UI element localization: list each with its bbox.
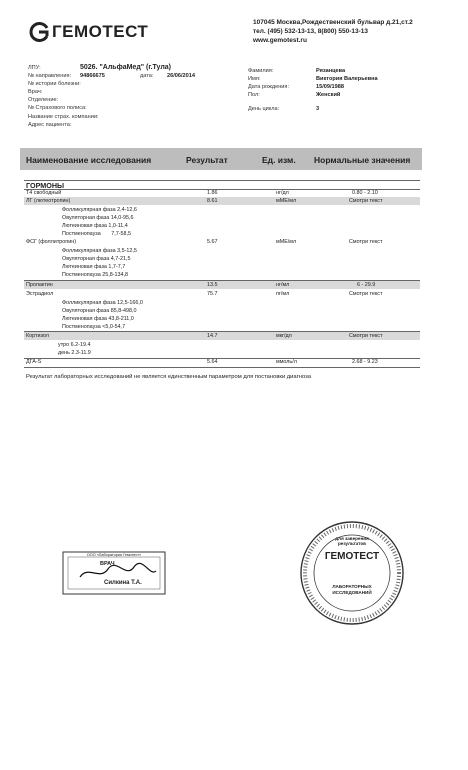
fsg-name: ФСГ (фоллитропин)	[26, 239, 76, 245]
company-name: ГЕМОТЕСТ	[52, 22, 149, 41]
t4-norm: 0.80 - 2.10	[352, 190, 378, 196]
list-item: Лютеиновая фаза 1,7-7,7	[62, 264, 126, 270]
doctor-stamp-name: Силкина Т.А.	[104, 580, 142, 586]
company-site: www.gemotest.ru	[253, 37, 307, 44]
t4-name: Т4 свободный	[26, 190, 62, 196]
prolactin-name: Пролактин	[26, 282, 53, 288]
round-stamp	[299, 520, 405, 626]
prolactin-units: нг/мл	[276, 282, 290, 288]
birth-label: Дата рождения:	[248, 84, 290, 91]
header-result: Результат	[186, 155, 228, 165]
doctor-stamp-frame-icon	[62, 551, 166, 595]
section-title: ГОРМОНЫ	[26, 181, 65, 190]
doctor-stamp	[62, 551, 166, 595]
estradiol-norm: Смотри текст	[349, 291, 383, 297]
lg-result: 8.61	[207, 198, 218, 204]
surname-label: Фамилия:	[248, 68, 274, 74]
list-item: день 2.3-11.9	[58, 350, 91, 356]
sex-value: Женский	[316, 92, 341, 99]
name-value: Виктория Валерьевна	[316, 76, 378, 83]
estradiol-name: Эстрадиол	[26, 291, 54, 297]
referral-label: № направления:	[28, 73, 72, 80]
list-item: Овуляторная фаза 85,8-498,0	[62, 308, 137, 314]
t4-units: нг/дл	[276, 190, 289, 196]
doctor-label: Врач:	[28, 89, 43, 96]
date-label: дата:	[140, 73, 154, 80]
doctor-stamp-org: ООО «Лаборатория Гемотест»	[86, 553, 142, 557]
list-item: Фолликулярная фаза 2,4-12,6	[62, 207, 137, 213]
referral-value: 94866675	[80, 73, 105, 80]
lpu-value: 5026. "АльфаМед" (г.Тула)	[80, 64, 172, 71]
cortisol-units: мкг/дл	[276, 333, 292, 339]
fsg-units: мМЕ/мл	[276, 239, 297, 245]
insurer-label: Название страх. компании:	[28, 113, 99, 120]
cortisol-name: Кортизол	[26, 333, 49, 339]
fsg-norm: Смотри текст	[349, 239, 383, 245]
history-label: № истории болезни:	[28, 81, 81, 88]
department-label: Отделение:	[28, 97, 59, 104]
dhea-units: ммоль/л	[276, 359, 297, 365]
lpu-label: ЛПУ:	[28, 65, 41, 71]
cycle-value: 3	[316, 106, 320, 113]
dhea-result: 5.64	[207, 359, 218, 365]
name-label: Имя:	[248, 76, 261, 83]
cycle-label: День цикла:	[248, 106, 280, 113]
doctor-stamp-title: ВРАЧ	[100, 561, 115, 567]
list-item: Фолликулярная фаза 3,5-12,5	[62, 248, 137, 254]
list-item: Постменопауза 25,8-134,8	[62, 272, 129, 278]
patient-address-label: Адрес пациента:	[28, 121, 72, 128]
company-address: 107045 Москва,Рождественский бульвар д.21,ст.2	[253, 19, 413, 26]
list-item: утро 6.2-19.4	[58, 342, 91, 348]
list-item: Лютеиновая фаза 1,0-11,4	[62, 223, 128, 229]
lg-units: мМЕ/мл	[276, 198, 297, 204]
t4-result: 1.86	[207, 190, 218, 196]
header-test-name: Наименование исследования	[26, 155, 152, 165]
list-item: Овуляторная фаза 4,7-21,5	[62, 256, 131, 262]
dhea-norm: 2.68 - 9.23	[352, 359, 378, 365]
company-phones: тел. (495) 532-13-13, 8(800) 550-13-13	[253, 28, 368, 35]
list-item: Лютеиновая фаза 43,8-211,0	[62, 316, 134, 322]
cortisol-result: 14.7	[207, 333, 218, 339]
cortisol-norm: Смотри текст	[349, 333, 383, 339]
estradiol-result: 75.7	[207, 291, 218, 297]
list-item: Фолликулярная фаза 12,5-166,0	[62, 300, 143, 306]
surname-value: Рязанцева	[316, 68, 346, 74]
list-item: Постменопауза <5,0-54,7	[62, 324, 126, 330]
footnote: Результат лабораторных исследований не является единственным параметром для постановки диагноза	[26, 374, 311, 380]
policy-label: № Страхового полиса:	[28, 105, 87, 112]
lg-norm: Смотри текст	[349, 198, 383, 204]
stamp-bottom-text: ЛАБОРАТОРНЫХ ИССЛЕДОВАНИЙ	[332, 584, 372, 595]
lg-name: ЛГ (лютеотропин)	[26, 198, 71, 204]
prolactin-result: 13.5	[207, 282, 218, 288]
prolactin-norm: 6 - 29.9	[357, 282, 376, 288]
header-units: Ед. изм.	[262, 155, 296, 165]
date-value: 26/06/2014	[167, 73, 195, 80]
stamp-brand: ГЕМОТЕСТ	[324, 551, 380, 562]
fsg-result: 5.67	[207, 239, 218, 245]
dhea-name: ДГА-S	[26, 359, 42, 365]
sex-label: Пол:	[248, 92, 260, 99]
stamp-top-text: для заверения результатов	[335, 536, 369, 546]
estradiol-units: пг/мл	[276, 291, 290, 297]
list-item: Постменопауза 7,7-58,5	[62, 231, 132, 237]
header-norm: Нормальные значения	[314, 155, 411, 165]
list-item: Овуляторная фаза 14,0-95,6	[62, 215, 134, 221]
birth-value: 15/09/1988	[316, 84, 344, 91]
